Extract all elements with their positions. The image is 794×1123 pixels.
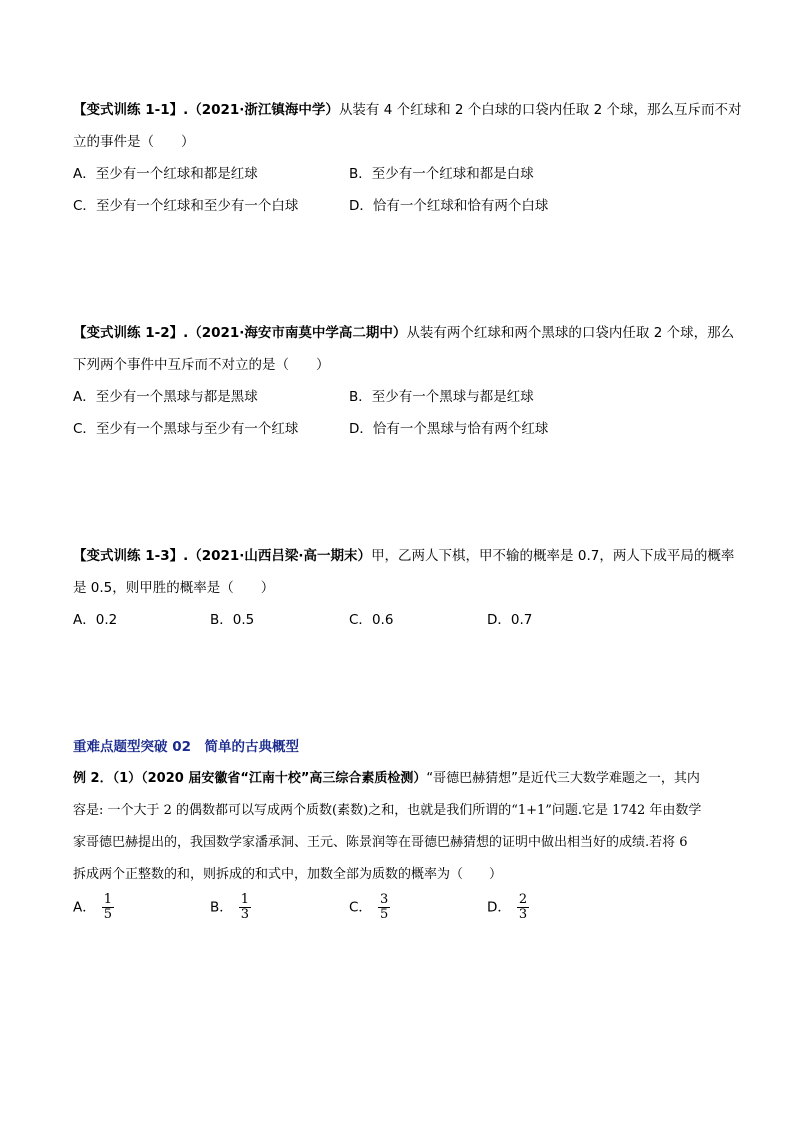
- option-b: B． $\frac{1}{3}$: [210, 892, 250, 922]
- option-a: A．至少有一个红球和都是红球: [73, 166, 258, 182]
- example-2-line3: 家哥德巴赫提出的，我国数学家潘承洞、王元、陈景润等在哥德巴赫猜想的证明中做出相当好的成绩.若将 6: [73, 835, 688, 850]
- question-tag: 【变式训练 1-3】: [73, 548, 184, 564]
- option-b: B．至少有一个红球和都是白球: [349, 166, 534, 182]
- option-d: D．恰有一个红球和恰有两个白球: [349, 198, 549, 214]
- option-c: C． $\frac{3}{5}$: [349, 892, 389, 922]
- option-b: B．0.5: [210, 612, 255, 628]
- question-1-1-stem-line1: [73, 100, 741, 120]
- question-source: .（2021·浙江镇海中学）: [183, 102, 339, 118]
- fraction: $\frac{1}{3}$: [240, 892, 250, 922]
- fraction: $\frac{2}{3}$: [518, 892, 528, 922]
- option-d: D． $\frac{2}{3}$: [487, 892, 528, 922]
- option-a: A． $\frac{1}{5}$: [73, 892, 113, 922]
- fraction: $\frac{1}{5}$: [103, 892, 113, 922]
- question-1-3-stem-line2: 是 0.5，则甲胜的概率是（ ）: [73, 580, 275, 596]
- option-b: B．至少有一个黑球与都是红球: [349, 389, 534, 405]
- example-2-line4: 拆成两个正整数的和，则拆成的和式中，加数全部为质数的概率为（ ）: [73, 867, 503, 882]
- question-text: 从装有 4 个红球和 2 个白球的口袋内任取 2 个球，那么互斥而不对: [338, 102, 742, 118]
- example-prefix: 例 2．（1）（2020 届安徽省“江南十校”高三综合素质检测）: [73, 771, 427, 786]
- option-c: C．至少有一个黑球与至少有一个红球: [73, 421, 299, 437]
- question-text: 从装有两个红球和两个黑球的口袋内任取 2 个球，那么: [406, 325, 735, 341]
- section-heading: 重难点题型突破 02 简单的古典概型: [73, 739, 299, 755]
- question-source: .（2021·海安市南莫中学高二期中）: [183, 325, 407, 341]
- option-d: D．恰有一个黑球与恰有两个红球: [349, 421, 549, 437]
- example-text: “哥德巴赫猜想”是近代三大数学难题之一，其内: [426, 771, 700, 786]
- option-c: C．0.6: [349, 612, 394, 628]
- question-tag: 【变式训练 1-2】: [73, 325, 184, 341]
- example-2-line1: [73, 769, 700, 789]
- option-a: A．0.2: [73, 612, 118, 628]
- option-a: A．至少有一个黑球与都是黑球: [73, 389, 258, 405]
- option-c: C．至少有一个红球和至少有一个白球: [73, 198, 299, 214]
- question-1-3-stem-line1: [73, 546, 734, 566]
- question-tag: 【变式训练 1-1】: [73, 102, 184, 118]
- question-1-2-stem-line1: [73, 323, 734, 343]
- question-source: .（2021·山西吕梁·高一期末）: [183, 548, 372, 564]
- question-1-1-stem-line2: 立的事件是（ ）: [73, 134, 195, 150]
- option-d: D．0.7: [487, 612, 533, 628]
- fraction: $\frac{3}{5}$: [379, 892, 389, 922]
- question-text: 甲，乙两人下棋，甲不输的概率是 0.7，两人下成平局的概率: [371, 548, 735, 564]
- question-1-2-stem-line2: 下列两个事件中互斥而不对立的是（ ）: [73, 357, 330, 373]
- example-2-line2: 容是: 一个大于 2 的偶数都可以写成两个质数(素数)之和，也就是我们所谓的“1+1”问题.它是 1742 年由数学: [73, 803, 702, 818]
